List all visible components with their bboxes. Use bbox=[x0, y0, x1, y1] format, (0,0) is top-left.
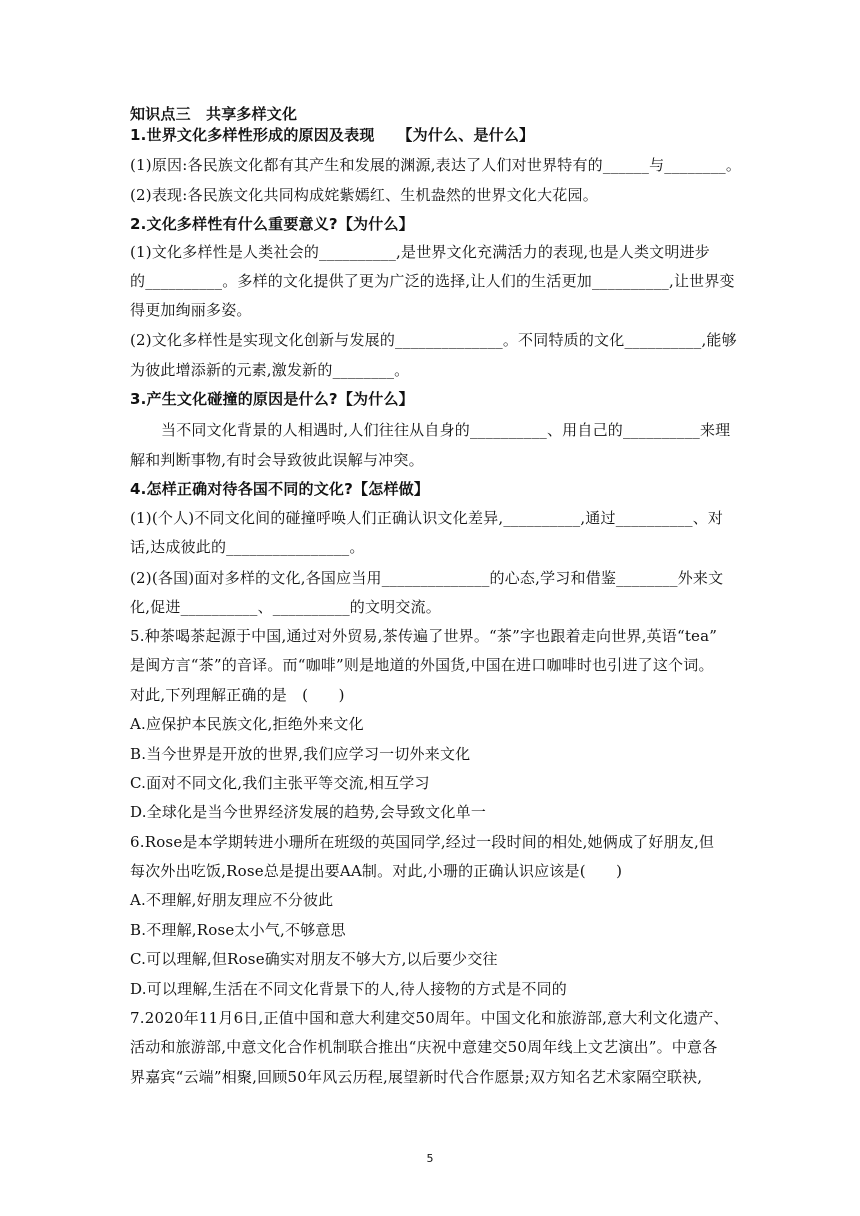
q5-stem-line: 对此,下列理解正确的是 ( ) bbox=[130, 686, 345, 704]
q5-option-a: A.应保护本民族文化,拒绝外来文化 bbox=[130, 715, 364, 733]
q7-stem-line: 7.2020年11月6日,正值中国和意大利建交50周年。中国文化和旅游部,意大利文化遗产、 bbox=[130, 1009, 729, 1027]
q6-stem-line: 6.Rose是本学期转进小珊所在班级的英国同学,经过一段时间的相处,她俩成了好朋友,但 bbox=[130, 833, 715, 851]
q4-line: (1)(个人)不同文化间的碰撞呼唤人们正确认识文化差异,__________,通过__________、对 bbox=[130, 509, 724, 527]
page-number: 5 bbox=[426, 1152, 434, 1165]
q6-option-b: B.不理解,Rose太小气,不够意思 bbox=[130, 921, 346, 939]
q1-line: (1)原因:各民族文化都有其产生和发展的渊源,表达了人们对世界特有的______与________。 bbox=[130, 156, 742, 174]
q2-line: (2)文化多样性是实现文化创新与发展的______________。不同特质的文化__________,能够 bbox=[130, 331, 737, 349]
q4-heading: 4.怎样正确对待各国不同的文化?【怎样做】 bbox=[130, 480, 430, 498]
q2-heading: 2.文化多样性有什么重要意义?【为什么】 bbox=[130, 215, 414, 233]
q3-heading: 3.产生文化碰撞的原因是什么?【为什么】 bbox=[130, 390, 414, 408]
q6-option-c: C.可以理解,但Rose确实对朋友不够大方,以后要少交往 bbox=[130, 950, 498, 968]
q1-line: (2)表现:各民族文化共同构成姹紫嫣红、生机盎然的世界文化大花园。 bbox=[130, 186, 598, 204]
q3-line: 当不同文化背景的人相遇时,人们往往从自身的__________、用自己的__________来理 bbox=[161, 421, 731, 439]
q6-option-a: A.不理解,好朋友理应不分彼此 bbox=[130, 891, 334, 909]
q3-line: 解和判断事物,有时会导致彼此误解与冲突。 bbox=[130, 451, 424, 469]
q4-line: 话,达成彼此的________________。 bbox=[130, 538, 365, 556]
q2-line: 为彼此增添新的元素,激发新的________。 bbox=[130, 361, 410, 379]
q2-line: 得更加绚丽多姿。 bbox=[130, 301, 252, 319]
q2-line: 的__________。多样的文化提供了更为广泛的选择,让人们的生活更加__________,让世界变 bbox=[130, 272, 735, 290]
q7-stem-line: 界嘉宾“云端”相聚,回顾50年风云历程,展望新时代合作愿景;双方知名艺术家隔空联袂, bbox=[130, 1068, 703, 1086]
q6-stem-line: 每次外出吃饭,Rose总是提出要AA制。对此,小珊的正确认识应该是( ) bbox=[130, 862, 623, 880]
q4-line: 化,促进__________、__________的文明交流。 bbox=[130, 598, 441, 616]
q6-option-d: D.可以理解,生活在不同文化背景下的人,待人接物的方式是不同的 bbox=[130, 980, 567, 998]
q2-line: (1)文化多样性是人类社会的__________,是世界文化充满活力的表现,也是人类文明进步 bbox=[130, 243, 710, 261]
q5-option-d: D.全球化是当今世界经济发展的趋势,会导致文化单一 bbox=[130, 803, 487, 821]
q5-option-b: B.当今世界是开放的世界,我们应学习一切外来文化 bbox=[130, 745, 471, 763]
section-title: 知识点三 共享多样文化 bbox=[130, 105, 298, 123]
q5-stem-line: 是闽方言“茶”的音译。而“咖啡”则是地道的外国货,中国在进口咖啡时也引进了这个词。 bbox=[130, 656, 714, 674]
q1-heading: 1.世界文化多样性形成的原因及表现 【为什么、是什么】 bbox=[130, 126, 535, 144]
q7-stem-line: 活动和旅游部,中意文化合作机制联合推出“庆祝中意建交50周年线上文艺演出”。中意各 bbox=[130, 1038, 718, 1056]
q4-line: (2)(各国)面对多样的文化,各国应当用______________的心态,学习和借鉴________外来文 bbox=[130, 569, 724, 587]
q5-stem-line: 5.种茶喝茶起源于中国,通过对外贸易,茶传遍了世界。“茶”字也跟着走向世界,英语“tea” bbox=[130, 627, 718, 645]
q5-option-c: C.面对不同文化,我们主张平等交流,相互学习 bbox=[130, 774, 430, 792]
